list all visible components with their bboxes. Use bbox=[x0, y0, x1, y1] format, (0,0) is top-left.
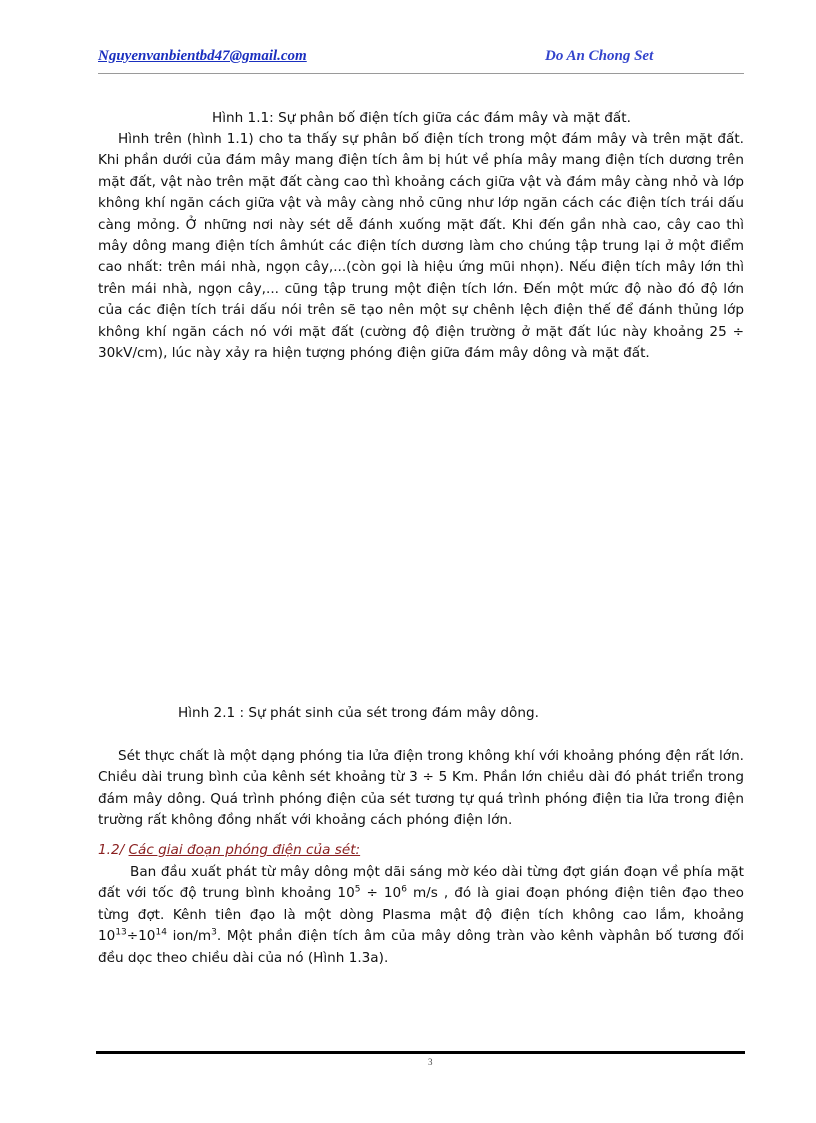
paragraph-2-text: Sét thực chất là một dạng phóng tia lửa điện trong không khí với khoảng phóng đện rất lớn. Chiều dài trung bình của kênh sét khoảng từ 3 ÷ 5 Km. Phần lớn chiều dài đó phát triển trong đám mây dông. Quá trình phóng điện của sét tương tự quá trình phóng điện tia lửa trong điện trường rất không đồng nhất với khoảng cách phóng điện lớn. bbox=[98, 748, 744, 829]
paragraph-3-text-1: Ban đầu xuất phát từ mây dông một dãi sáng mờ kéo dài từng đợt gián đoạn về phía mặt đất với tốc độ trung bình khoảng 10 bbox=[98, 864, 744, 902]
exponent: 14 bbox=[155, 927, 167, 938]
paragraph-discharge-stages bbox=[98, 862, 744, 969]
paragraph-3-text-5: ion/m bbox=[166, 928, 212, 945]
exponent: 5 bbox=[354, 884, 361, 895]
paragraph-1-text: Hình trên (hình 1.1) cho ta thấy sự phân bố điện tích trong một đám mây và trên mặt đất. Khi phần dưới của đám mây mang điện tích âm bị hút về phía mây mang điện tích dương trên mặt đất, vật nào trên mặt đất càng cao thì khoảng cách giữa vật và đám mây càng nhỏ và lớp không khí ngăn cách giữa vật và mây càng nhỏ cũng như lớp ngăn cách các điện tích trái dấu càng mỏng. Ở những nơi này sét dễ đánh xuống mặt đất. Khi đến gần nhà cao, cây cao thì mây dông mang điện tích âmhút các điện tích dương làm cho chúng tập trung lại ở một điểm cao nhất: trên mái nhà, ngọn cây,...(còn gọi là hiệu ứng mũi nhọn). Nếu điện tích mây lớn thì trên mái nhà, ngọn cây,... cũng tập trung một điện tích lớn. Đến một mức độ nào đó độ lớn của các điện tích trái dấu nói trên sẽ tạo nên một sự chênh lệch điện thế để đánh thủng lớp không khí ngăn cách nó với mặt đất (cường độ điện trường ở mặt đất lúc này khoảng 25 ÷ 30kV/cm), lúc này xảy ra hiện tượng phóng điện giữa đám mây dông và mặt đất. bbox=[98, 131, 744, 362]
paragraph-3-text-2: ÷ 10 bbox=[360, 885, 402, 902]
section-heading bbox=[98, 840, 360, 860]
figure-2-caption: Hình 2.1 : Sự phát sinh của sét trong đám mây dông. bbox=[178, 705, 539, 721]
paragraph-3-text-6: . Một phần điện tích âm của mây dông tràn vào kênh vàphân bố tương đối đều dọc theo chiều dài của nó (Hình 1.3a). bbox=[98, 928, 744, 966]
paragraph-3-text-4: ÷10 bbox=[126, 928, 156, 945]
section-title: Các giai đoạn phóng điện của sét: bbox=[128, 842, 361, 858]
paragraph-charge-distribution bbox=[98, 129, 744, 364]
header-email[interactable]: Nguyenvanbientbd47@gmail.com bbox=[98, 48, 307, 64]
section-number: 1.2/ bbox=[98, 842, 125, 858]
exponent: 13 bbox=[115, 927, 127, 938]
figure-1-caption: Hình 1.1: Sự phân bố điện tích giữa các đám mây và mặt đất. bbox=[212, 110, 631, 126]
page-number: 3 bbox=[428, 1057, 433, 1067]
header-document-title: Do An Chong Set bbox=[545, 48, 654, 64]
exponent: 3 bbox=[211, 927, 217, 938]
footer-divider bbox=[96, 1051, 745, 1054]
paragraph-lightning-definition bbox=[98, 746, 744, 832]
paragraph-3-text-3: m/s , đó là giai đoạn phóng điện tiên đạo theo từng đợt. Kênh tiên đạo là một dòng Plasma mật độ điện tích không cao lắm, khoảng 10 bbox=[98, 885, 744, 945]
exponent: 6 bbox=[401, 884, 407, 895]
header-divider bbox=[98, 73, 744, 74]
